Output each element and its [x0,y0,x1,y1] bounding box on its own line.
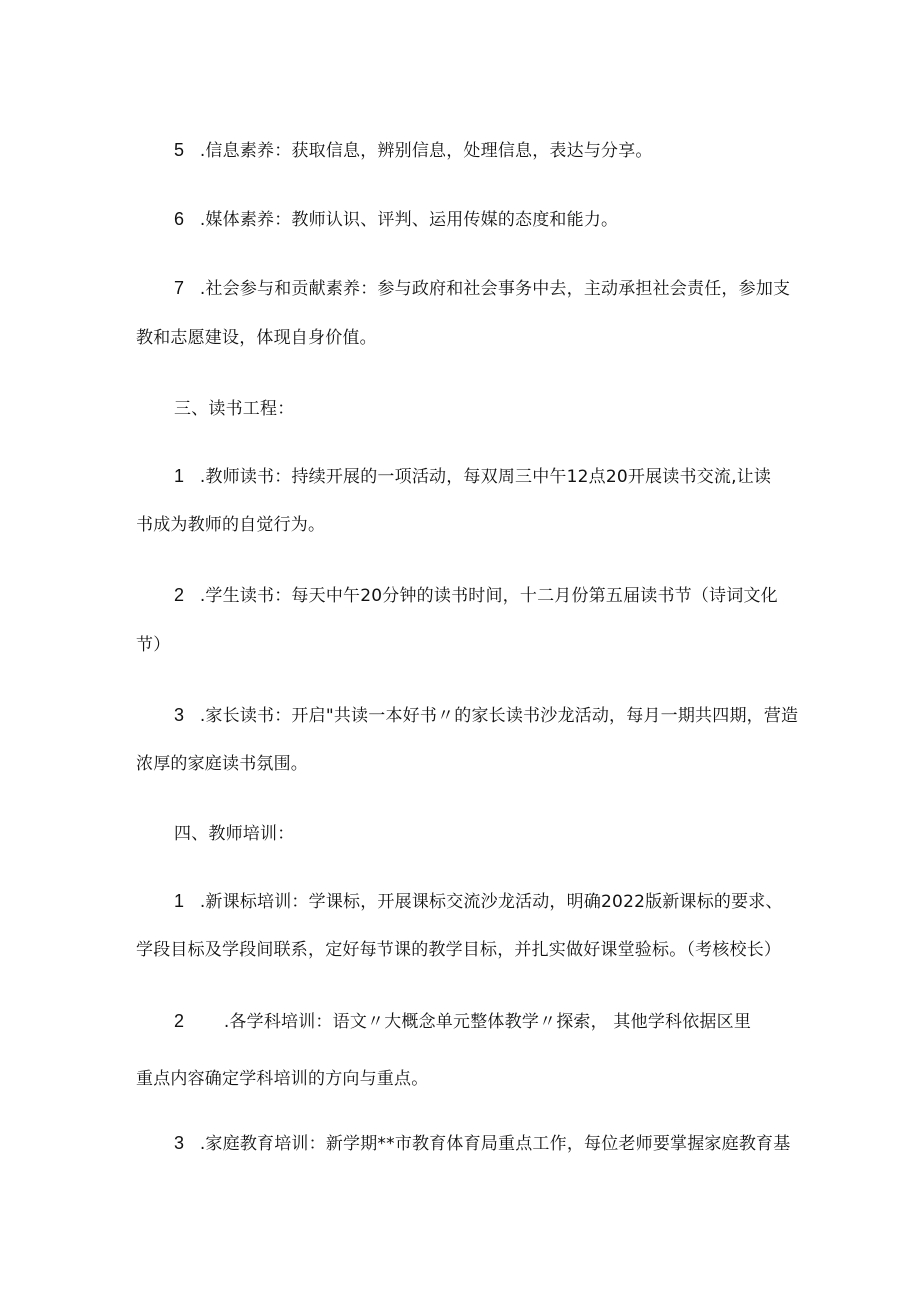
training-item-3-line [174,1131,834,1156]
item-number: 2 [174,1011,185,1031]
section-title: 四、教师培训： [174,824,295,844]
continuation-line [136,326,796,350]
reading-item-3-line [174,703,834,728]
item-text: .教师读书：持续开展的一项活动，每双周三中午12点20开展读书交流,让读 [199,467,772,487]
item-number: 7 [174,278,185,298]
reading-item-1-line [174,464,834,489]
item-7-line [174,276,834,301]
section-heading-reading [174,397,834,421]
continuation-line [136,1067,796,1091]
item-text: 节） [136,635,171,655]
section-title: 三、读书工程： [174,399,295,419]
item-number: 3 [174,705,185,725]
training-item-1-line [174,889,834,914]
item-text: .媒体素养：教师认识、评判、运用传媒的态度和能力。 [199,210,619,230]
item-number: 2 [174,585,185,605]
continuation-line [136,752,796,776]
continuation-line [136,633,796,657]
item-text: .家长读书：开启"共读一本好书〃的家长读书沙龙活动，每月一期共四期，营造 [199,706,799,726]
item-text: 书成为教师的自觉行为。 [136,515,326,535]
item-text: 重点内容确定学科培训的方向与重点。 [136,1069,429,1089]
item-text: .新课标培训：学课标，开展课标交流沙龙活动，明确2022版新课标的要求、 [199,892,783,912]
item-text: .信息素养：获取信息，辨别信息，处理信息，表达与分享。 [199,141,653,161]
item-number: 1 [174,466,185,486]
continuation-line [136,938,796,962]
item-text: 学段目标及学段间联系，定好每节课的教学目标，并扎实做好课堂验标。（考核校长） [136,940,782,960]
section-heading-training [174,822,834,846]
item-number: 3 [174,1133,185,1153]
training-item-2-line [174,1009,834,1034]
item-text: 浓厚的家庭读书氛围。 [136,754,308,774]
continuation-line [136,513,796,537]
item-number: 1 [174,891,185,911]
item-text: .学生读书：每天中午20分钟的读书时间，十二月份第五届读书节（诗词文化 [199,586,778,606]
item-6-line [174,207,834,232]
item-text: .社会参与和贡献素养：参与政府和社会事务中去，主动承担社会责任，参加支 [199,279,791,299]
item-5-line [174,138,834,163]
item-text: .家庭教育培训：新学期**市教育体育局重点工作，每位老师要掌握家庭教育基 [199,1134,791,1154]
item-number: 6 [174,209,185,229]
reading-item-2-line [174,583,834,608]
item-number: 5 [174,140,185,160]
item-text: 教和志愿建设，体现自身价值。 [136,328,377,348]
item-text: .各学科培训：语文〃大概念单元整体教学〃探索， 其他学科依据区里 [223,1012,752,1032]
